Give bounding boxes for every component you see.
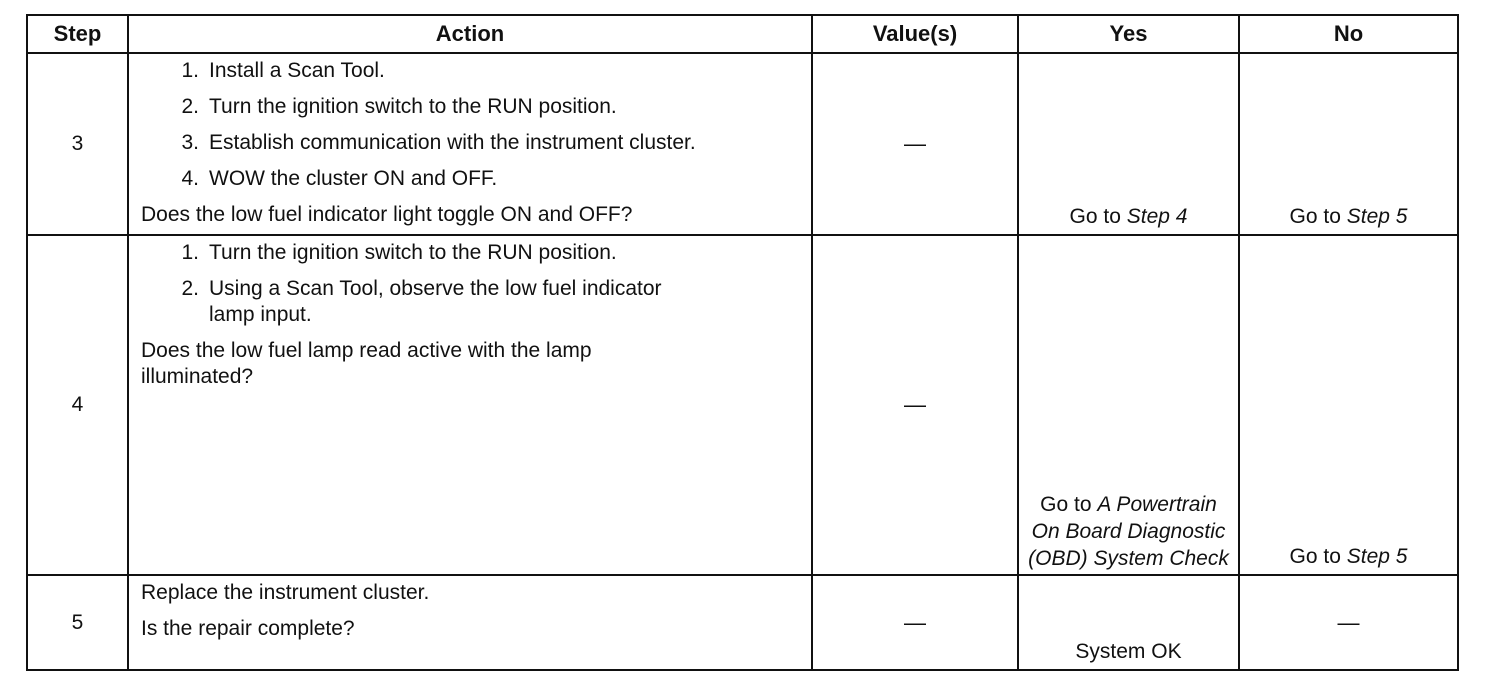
no-cell [1239, 53, 1458, 235]
step-number: 5 [27, 575, 128, 670]
yes-goto[interactable] [1070, 205, 1188, 234]
table-row-step-5 [27, 575, 1458, 670]
header-step: Step [27, 15, 128, 53]
goto-link: Step 5 [1346, 205, 1408, 228]
list-item [141, 58, 801, 84]
yes-result: System OK [1075, 640, 1182, 663]
action-cell [128, 235, 812, 575]
no-goto[interactable] [1290, 205, 1408, 234]
action-text: Replace the instrument cluster. [141, 581, 430, 604]
list-item-number: 2. [181, 95, 199, 118]
action-cell [128, 53, 812, 235]
header-yes: Yes [1018, 15, 1239, 53]
action-question: Does the low fuel lamp read active with the lamp illuminated? [141, 339, 592, 388]
table-row-step-4 [27, 235, 1458, 575]
list-item-number: 1. [181, 59, 199, 82]
no-cell: — [1239, 575, 1458, 670]
value-cell: — [812, 575, 1018, 670]
value-cell: — [812, 235, 1018, 575]
list-item [141, 276, 801, 328]
value-cell: — [812, 53, 1018, 235]
action-question: Does the low fuel indicator light toggle ON and OFF? [141, 203, 633, 226]
list-item-number: 3. [181, 131, 199, 154]
step-number: 4 [27, 235, 128, 575]
header-no: No [1239, 15, 1458, 53]
goto-prefix: Go to [1289, 545, 1347, 568]
goto-link: Step 5 [1346, 545, 1408, 568]
list-item-text: Install a Scan Tool. [209, 59, 385, 82]
list-item-text: Establish communication with the instrument cluster. [209, 131, 696, 154]
diagnostic-table [26, 14, 1459, 671]
action-cell [128, 575, 812, 670]
header-values: Value(s) [812, 15, 1018, 53]
list-item-text: Turn the ignition switch to the RUN position. [209, 95, 617, 118]
yes-goto[interactable] [1024, 491, 1234, 574]
list-item [141, 130, 801, 156]
goto-prefix: Go to [1069, 205, 1127, 228]
action-steps-list [141, 58, 801, 192]
list-item-text: WOW the cluster ON and OFF. [209, 167, 498, 190]
yes-cell [1018, 575, 1239, 670]
header-row [27, 15, 1458, 53]
goto-prefix: Go to [1040, 493, 1098, 516]
list-item [141, 166, 801, 192]
no-cell [1239, 235, 1458, 575]
step-number: 3 [27, 53, 128, 235]
header-action: Action [128, 15, 812, 53]
goto-link: Step 4 [1126, 205, 1188, 228]
list-item-text: Using a Scan Tool, observe the low fuel indicator lamp input. [209, 277, 662, 326]
no-goto[interactable] [1290, 545, 1408, 574]
list-item [141, 240, 801, 266]
goto-link: A Powertrain On Board Diagnostic (OBD) System Check [1028, 493, 1229, 570]
list-item [141, 94, 801, 120]
list-item-number: 1. [181, 241, 199, 264]
table-row-step-3 [27, 53, 1458, 235]
list-item-number: 4. [181, 167, 199, 190]
yes-cell [1018, 53, 1239, 235]
list-item-number: 2. [181, 277, 199, 300]
action-steps-list [141, 240, 801, 328]
yes-cell [1018, 235, 1239, 575]
diagnostic-table-container [26, 14, 1457, 671]
goto-prefix: Go to [1289, 205, 1347, 228]
action-question: Is the repair complete? [141, 617, 355, 640]
list-item-text: Turn the ignition switch to the RUN position. [209, 241, 617, 264]
